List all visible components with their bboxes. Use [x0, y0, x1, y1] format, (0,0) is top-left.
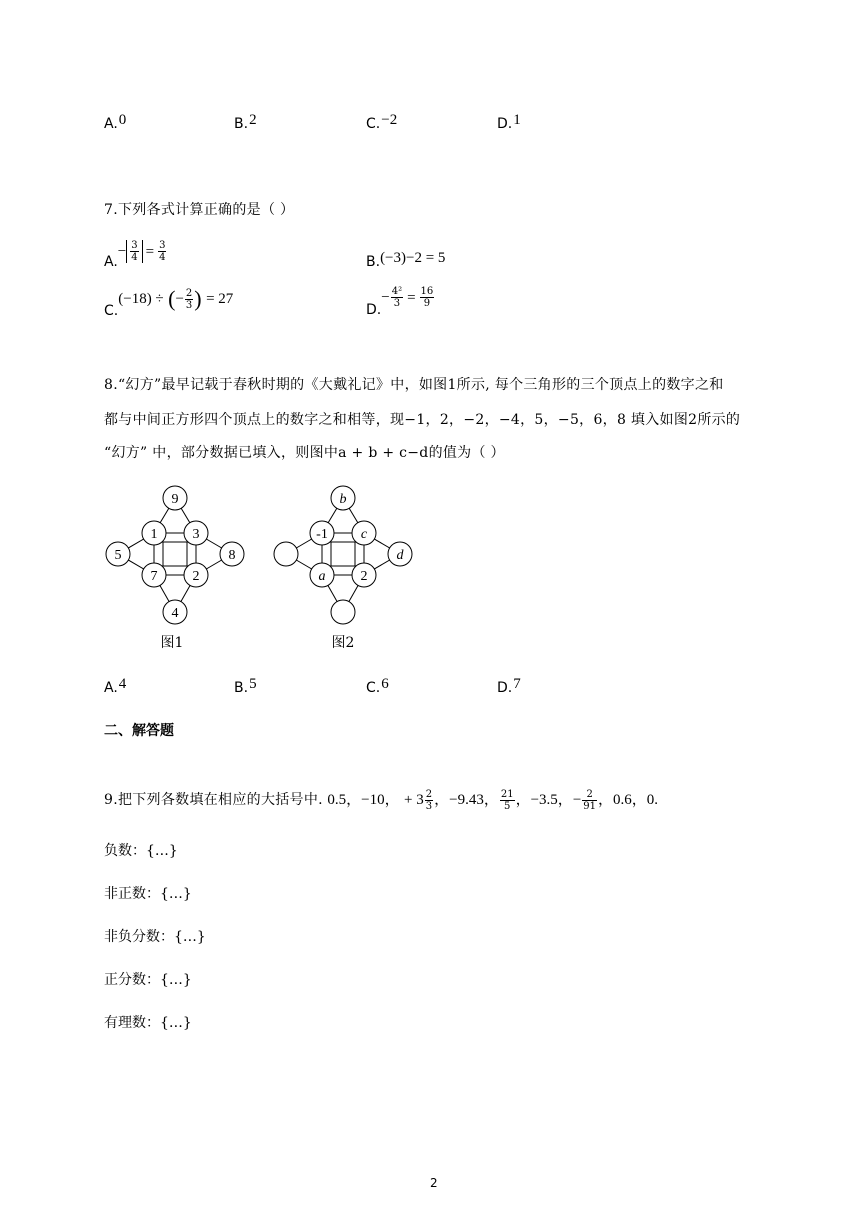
absolute-value [126, 240, 142, 263]
option-value: 7 [513, 676, 521, 692]
q6-option-a [104, 112, 127, 133]
numerator: 21 [500, 788, 514, 800]
minus-sign: − [572, 792, 582, 808]
option-value: −2 [381, 112, 398, 128]
q6-option-b [234, 112, 257, 133]
mixed-number-whole: + 3 [404, 792, 424, 808]
q8-option-d [497, 676, 521, 697]
number-list: ，−3.5， [515, 792, 573, 808]
minus-sign: − [175, 291, 184, 307]
number-list: ，−9.43， [434, 792, 499, 808]
node-left [274, 542, 298, 566]
option-value: 4 [118, 676, 127, 692]
fraction [582, 789, 597, 812]
numerator: 4² [391, 286, 403, 297]
node-label: 4 [171, 606, 179, 621]
q7-stem: 7.下列各式计算正确的是（ ） [104, 202, 295, 218]
option-value: 5 [249, 676, 257, 692]
magic-square-figure-2 [268, 478, 428, 658]
q9-stem [104, 788, 658, 812]
magic-square-figure-1 [100, 478, 260, 658]
q6-option-d [497, 112, 521, 133]
denominator: 3 [393, 298, 401, 309]
node-label: 9 [171, 492, 179, 507]
option-label: A. [104, 253, 118, 270]
option-value: 2 [249, 112, 257, 128]
option-label: B. [234, 116, 249, 132]
q8-option-c [366, 676, 389, 697]
minus-sign: − [117, 243, 127, 260]
q8-option-a [104, 676, 127, 697]
denominator: 9 [423, 298, 431, 309]
q8-line-1: 8.“幻方”最早记载于春秋时期的《大戴礼记》中，如图1所示, 每个三角形的三个顶点上的数字之和 [104, 377, 724, 393]
node-label: 7 [150, 569, 158, 584]
numerator: 16 [420, 286, 434, 297]
option-label: C. [104, 303, 119, 319]
option-label: D. [497, 680, 513, 696]
q9-stem-text: 9.把下列各数填在相应的大括号中. [104, 792, 323, 808]
node-label: 2 [360, 569, 368, 584]
option-label: C. [366, 680, 381, 696]
right-paren: ) [194, 286, 202, 311]
option-value: 6 [381, 676, 389, 692]
minus-sign: − [381, 289, 390, 306]
equals-sign: = [407, 289, 416, 306]
option-label: A. [104, 680, 118, 696]
numerator: 3 [159, 240, 166, 251]
option-label: D. [366, 301, 382, 318]
node-label: b [339, 492, 347, 507]
fraction [158, 240, 166, 263]
denominator: 4 [159, 252, 166, 263]
numerator: 2 [582, 789, 597, 801]
expression: (−3)−2 = 5 [380, 250, 446, 266]
node-label: 1 [150, 527, 158, 542]
equals-sign: = [145, 243, 155, 260]
denominator: 91 [583, 800, 597, 812]
answer-set-nonpositive: 非正数：{…} [104, 886, 192, 902]
node-label: c [360, 527, 368, 542]
q8-line-2: 都与中间正方形四个顶点上的数字之和相等，现−1，2，−2，−4，5，−5，6，8 填入如图2所示的 [104, 412, 741, 428]
option-label: B. [234, 680, 249, 696]
option-label: D. [497, 116, 513, 132]
answer-set-positive-fraction: 正分数：{…} [104, 972, 192, 988]
answer-set-nonnegative-fraction: 非负分数：{…} [104, 929, 206, 945]
numerator: 3 [131, 240, 138, 251]
node-label: -1 [316, 527, 328, 542]
page-number: 2 [430, 1176, 438, 1190]
fraction [425, 789, 433, 812]
q7-option-b [366, 250, 446, 270]
node-bottom [331, 600, 355, 624]
option-label: C. [366, 116, 381, 132]
fraction [391, 286, 403, 309]
fraction [500, 789, 515, 812]
answer-set-negative: 负数：{…} [104, 843, 178, 859]
denominator: 3 [425, 800, 433, 812]
fraction [185, 288, 193, 311]
figure-caption: 图1 [160, 635, 184, 651]
figure-caption: 图2 [331, 635, 355, 651]
node-label: 3 [192, 527, 200, 542]
q6-option-c [366, 112, 398, 133]
option-value: 0 [118, 112, 127, 128]
numerator: 2 [425, 788, 433, 800]
section-heading: 二、解答题 [104, 723, 174, 739]
q8-option-b [234, 676, 257, 697]
option-value: 1 [513, 112, 521, 128]
denominator: 5 [504, 800, 511, 812]
q8-line-3: “幻方” 中，部分数据已填入，则图中a + b + c−d的值为（ ） [104, 445, 505, 461]
node-label: a [318, 569, 326, 584]
number-list: ，0.6，0. [598, 792, 659, 808]
expression: (−18) ÷ [118, 291, 164, 307]
node-label: 8 [228, 548, 236, 563]
node-label: 2 [192, 569, 200, 584]
expression: = 27 [206, 291, 234, 307]
option-label: A. [104, 116, 118, 132]
q7-option-c [104, 286, 234, 319]
q7-option-a [104, 240, 167, 270]
denominator: 4 [131, 252, 138, 263]
answer-set-rational: 有理数：{…} [104, 1015, 192, 1031]
fraction [420, 286, 435, 309]
node-label: d [396, 548, 404, 563]
number-list: 0.5，−10， [327, 792, 400, 808]
denominator: 3 [185, 299, 193, 311]
q7-option-d [366, 286, 435, 318]
node-label: 5 [114, 548, 122, 563]
left-paren: ( [168, 286, 176, 311]
option-label: B. [366, 254, 381, 270]
fraction [130, 240, 138, 263]
numerator: 2 [185, 287, 193, 299]
